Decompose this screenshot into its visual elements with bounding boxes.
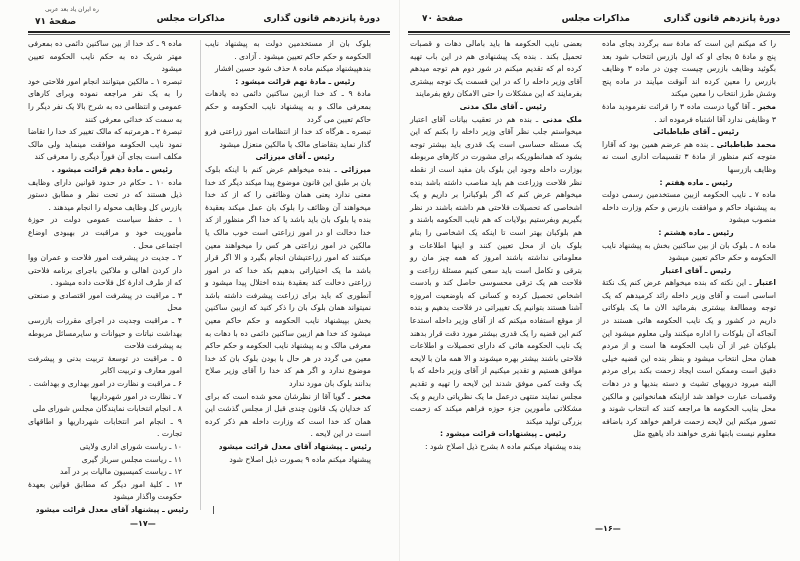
paragraph-text: رئیس ـ پیشنهاد آقای معدل قرائت میشود xyxy=(35,504,189,514)
paragraph xyxy=(205,164,385,391)
paragraph xyxy=(602,126,790,139)
paragraph xyxy=(28,252,196,290)
paragraph-text: رئیس ـ مادهٔ دهم قرائت میشود . xyxy=(51,164,173,174)
paragraph xyxy=(602,189,790,227)
header-rule xyxy=(28,31,390,33)
paragraph xyxy=(28,416,196,441)
paragraph-text: رئیس ـ مادهٔ نهم قرائت میشود : xyxy=(235,76,355,86)
header-title: مذاکرات مجلس xyxy=(156,14,225,24)
paragraph xyxy=(602,240,790,265)
paragraph-text: رئیس ـ پیشنهادات قرائت میشود : xyxy=(439,429,567,439)
paragraph xyxy=(28,177,196,215)
paragraph xyxy=(28,126,196,164)
paragraph-text: بنده پیشنهاد میکنم ماده ۸ بشرح ذیل اصلاح شود : xyxy=(425,442,581,451)
paragraph-text: بندهپیشنهاد میکنم ماده ۸ حذف شود حسین افشار xyxy=(214,64,371,74)
paragraph-text: ۱۱ ـ ریاست مجلس سرباز گیری xyxy=(81,454,182,464)
handwritten-note: ره ایران یاد بعد عربی xyxy=(45,6,99,13)
paragraph-text: تبصره ـ هرگاه کد خدا از انتظامات امور زراعتی فرو گذار نماید بتقاضای مالک یا مالکین منعزل میشود xyxy=(205,127,371,149)
paragraph xyxy=(28,504,196,517)
paragraph xyxy=(28,38,196,76)
speaker-name: محمد طباطبائی xyxy=(713,139,776,149)
paragraph-text: ـ بنده میخواهم عرض کنم با اینکه بلوک بان بر طبق این قانون موضوع پیدا میکند دیگر کد خدا معنی ندارد یعنی همان وظائفی را که از کد خدا میخواهند آن وظائف را بلوک بان عمل میکند بعقیدهٔ بنده یا بلوک بان باید باشد یا کد خدا اگر منظور از کد خدا دخالت او در امور زراعتی است خوب مالک یا مالکین در امور زراعتی هر کس را میخواهند معین میکنند که امور زراعتیشان انجام بگیرد و الا اگر قرار باشد ما یک اختیاراتی بدهیم بکد خدا که در امور زراعتی دخالت کند بعقیدهٔ بنده اختلال پیدا میشود و آنطوری که باید برای زراعت پیشرفت داشته باشد نمیتواند همان بلوک بان را ذکر کنید که ازبین ساکنین بخش بپیشنهاد نایب الحکومه و حکم حاکم معین میشود کد خدا هم ازبین ساکنین دائمی ده با دهات به معرفی مالک و به پیشنهاد نایب الحکومه و حکم حاکم معین می گردد در هر حال با بودن بلوک بان کد خدا موضوع ندارد و اگر هم کد خدا را آقای وزیر صلاح بدانند بلوک بان مورد ندارد xyxy=(205,164,371,389)
speaker-name: مخبر xyxy=(754,101,776,111)
paragraph-text: ۹ ـ انجام امر انتخابات شهرداریها و اطاقهای تجارت . xyxy=(28,416,182,439)
paragraph-text: رئیس ـ پیشنهاد آقای معدل قرائت میشود xyxy=(218,442,372,451)
paragraph-text: پیشنهاد میکنم ماده ۹ بصورت ذیل اصلاح شود xyxy=(229,454,371,464)
paragraph-text: ۶ ـ مراقبت و نظارت در امور بهداری و بهداشت . xyxy=(28,379,182,389)
paragraph xyxy=(28,454,196,467)
paragraph-text: ۷ ـ نظارت در امور شهرداریها xyxy=(90,391,182,401)
paragraph xyxy=(205,88,385,126)
paragraph-text: رئیس ـ آقای اعتبار xyxy=(660,265,732,275)
header-title: مذاکرات مجلس xyxy=(561,14,630,24)
paragraph xyxy=(410,101,596,114)
header-series: دورهٔ پانزدهم قانون گذاری xyxy=(663,14,780,24)
paragraph-text: ۱۳ ـ کلیهٔ امور دیگر که مطابق قوانین بعهدهٔ حکومت واگذار میشود xyxy=(28,479,182,502)
paragraph xyxy=(602,227,790,240)
right-page xyxy=(400,0,800,561)
paragraph xyxy=(28,164,196,177)
paragraph-text: ۸ ـ انجام انتخابات نمایندگان مجلس شورای ملی xyxy=(32,404,182,414)
speaker-name: میرزائی xyxy=(336,164,371,174)
paragraph-text: تبصرهٔ ۲ ـ هرمرتبه که مالک تغییر کد خدا را تقاضا نمود نایب الحکومه موافقت مینماید ولی مالک مکلف است بجای آن فوراً دیگری را معرفی کند xyxy=(28,127,182,162)
paragraph xyxy=(410,38,596,101)
right-page-left-column xyxy=(410,38,596,454)
paragraph-text: ۱ ـ حفظ سیاست عمومی دولت در حوزهٔ مأموریت خود و مراقبت در بهبودی اوضاع اجتماعی محل . xyxy=(28,215,182,250)
right-page-right-column xyxy=(602,38,790,441)
paragraph xyxy=(602,139,790,177)
paragraph xyxy=(28,315,196,353)
paragraph-text: ۱۲ ـ ریاست کمیسیون مالیات بر در آمد xyxy=(59,467,182,477)
paragraph-text: تبصره ۱ ـ مالکین میتوانند انجام امور فلاحتی خود را به یک نفر مراجعه نموده وبرای کارهای عمومی و انتظامی ده به شرح بالا یک نفر دیگر را به سمت کد خدائی معرفی کنند xyxy=(28,76,182,124)
header-rule-thin xyxy=(28,34,390,35)
paragraph xyxy=(28,378,196,391)
paragraph xyxy=(205,441,385,454)
paragraph xyxy=(602,177,790,190)
header-series: دورهٔ پانزدهم قانون گذاری xyxy=(263,14,380,24)
paragraph-text: بلوک بان از مستخدمین دولت به پیشنهاد نایب الحکومه و حکم حاکم تعیین میشود . آزادی . xyxy=(205,39,371,61)
paragraph-text: ۲ ـ جدیت در پیشرفت امور فلاحت و عمران ووا دار کردن اهالی و ملاکین باجرای برنامه فلاحتی که از طرف ادارهٔ کل فلاحت داده میشود . xyxy=(28,253,182,288)
left-page-left-column xyxy=(28,38,196,517)
right-page-header xyxy=(410,14,790,28)
header-rule xyxy=(408,31,790,33)
paragraph xyxy=(28,403,196,416)
paragraph xyxy=(205,391,385,441)
paragraph-text: مادهٔ ۹ ـ کد خدا ازبین ساکنین دائمی ده یادهات بمعرفی مالک و به پیشنهاد نایب الحکومه و حکم حاکم تعیین می گردد xyxy=(205,89,371,124)
left-page-header xyxy=(10,6,390,28)
paragraph xyxy=(602,101,790,126)
paragraph-text: ۳ ـ مراقبت در پیشرفت امور اقتصادی و صنعتی محل xyxy=(28,290,182,313)
paragraph xyxy=(28,466,196,479)
paragraph-text: ـ بنده هم عرضم همین بود که آقارا متوجه کنم منظور از مادهٔ ۳ تقسیمات اداری است نه وظایف بازرسها xyxy=(602,139,776,174)
paragraph-text: ۱۰ ـ ریاست شورای اداری ولایتی xyxy=(79,442,182,451)
paragraph xyxy=(205,38,385,63)
page-number: —۱۶— xyxy=(595,524,621,533)
paragraph-text: ـ بنده هم در تعقیب بیانات آقای اعتبار میخواستم جلب نظر آقای وزیر داخله را بکنم که این یک مسئله حساسی است یک قدری باید بیشتر توجه بشود که همانطوریکه برای مشورت در کارهای مربوطه بوزارت داخله وجود این بلوک بان مفید است از نقطه نظر فلاحت وزراعت هم باید مناصب داشته باشد بنده میخواهم عرض کنم که اگر بلوکبانرا بر داریم و یک اشخاصی که تحصیلات فلاحتی هم داشته باشند در نظر بگیریم وبفرستیم بولایات که هم نایب الحکومه باشند و هم بلوکبان بهتر است تا اینکه یک اشخاصی را بنام بلوک بان از محل تعیین کنند و اینها اطلاعات و معلوماتی نداشته باشند امروز که همه چیز مان رو بترقی و تکامل است باید سعی کنیم مسئلهٔ زراعت و فلاحت هم یک ترقی محسوسی حاصل کند و بادست اشخاص تحصیل کرده و کسانی که باوضعیت امروزه آشنا هستند بتوانیم یک تغییراتی در فلاحت بدهیم و بنده از موقع استفاده میکنم که از آقای وزیر داخله استدعا کنم این قضیه را یک قدری بیشتر مورد دقت قرار بدهند یک نایب الحکومه هائی که دارای تحصیلات و اطلاعات فلاحتی باشند بیشتر بهره میشوند و الا همه مان با لایحه موافق هستیم و تقدیر میکنیم از آقای وزیر داخله که با یک وقت کمی موفق شدند این لایحه را تهیه و تقدیم مجلس نمایند منتهی درعمل ما یک نظریاتی داریم و یک مشکلاتی مأمورین جزء حوزه فراهم میکند که زحمت بزرگی تولید میکند xyxy=(410,114,582,426)
paragraph-text: را که میکنم این است که مادهٔ سه برگردد بجای ماده پنج و مادهٔ ۵ بجای او که اول بازرس انتخاب شود بعد بگوئید وظایف بازرس چیست چون در ماده ۳ وظایف بازرس را معین کرده اند آنوقت میآیند در ماده پنج وشش طرز انتخاب را معین میکند xyxy=(602,39,777,99)
paragraph xyxy=(602,265,790,278)
paragraph xyxy=(28,391,196,404)
paragraph xyxy=(205,126,385,151)
paragraph xyxy=(205,151,385,164)
paragraph-text: ۴ ـ مراقبت وجدیت در اجرای مقررات بازرسی بهداشت نباتات و حیوانات و سایرمسائل مربوطه به پیشرفت فلاحت xyxy=(28,316,182,351)
paragraph-text: رئیس ـ ماده هشتم : xyxy=(658,227,734,237)
paragraph xyxy=(205,454,385,467)
paragraph-text: رئیس ـ آقای میرزائی xyxy=(255,152,335,162)
paragraph-text: ـ این نکته که بنده میخواهم عرض کنم یک نکتهٔ اساسی است و آقای وزیر داخله رائد کرمیدهم که یک توجه ومطالعهٔ بیشتری بفرمائید الان ما یک بلوکاتی داریم در کشور و یک نایب الحکومه هائی هستند در آنجاکه آن بلوکات را اداره میکنند ولی معلوم میشود این بلوکبان غیر از آن نایب الحکومه ها است و از مردم همان محل انتخاب میشود و بنظر بنده این قضیه خیلی دقیق است وممکن است ایجاد زحمت بکند برای مردم البته میرود درویهای تشیث و دسته بندیها و در دهات وقصبات عبارت خواهد شد ازاینکه همانخوانین و مالکین محل بنایب الحکومه ها مراجعه کنند که انتخاب شوند و تصور میکنم این لایحه زحمت فراهم خواهد کرد باضافه معلوم نیست بابتها نفری خواهند داد یاهیچ مثل xyxy=(602,278,776,439)
paragraph-text: ـ آقا گویا درست ماده ۳ را قرائت نفرمودید مادهٔ ۳ وظایفی ندارد آقا اشتباه فرموده اند . xyxy=(602,101,776,124)
header-page-label: صفحهٔ ۷۱ xyxy=(35,17,77,27)
paragraph xyxy=(205,63,385,76)
speaker-name: ملک مدنی xyxy=(538,114,582,124)
paragraph-text: ماده ۸ ـ بلوک بان از بین ساکنین بخش به پیشنهاد نایب الحکومه و حکم حاکم تعیین میشود xyxy=(602,240,776,263)
margin-mark xyxy=(213,506,214,514)
paragraph xyxy=(28,76,196,126)
paragraph-text: ماده ۱۰ ـ حکام در حدود قوانین دارای وظایف ذیل هستند که در تحت نظر و مطابق دستور بازرس کل وظایف محوله را انجام میدهند . xyxy=(28,177,182,212)
paragraph xyxy=(410,428,596,441)
paragraph xyxy=(205,76,385,89)
speaker-name: اعتبار xyxy=(751,278,776,288)
paragraph xyxy=(28,479,196,504)
paragraph xyxy=(28,353,196,378)
paragraph xyxy=(28,214,196,252)
paragraph xyxy=(602,38,790,101)
speaker-name: مخبر xyxy=(349,391,371,401)
header-rule-thin xyxy=(408,34,790,35)
paragraph-text: ماده ۷ ـ نایب الحکومه ازبین مستخدمین رسمی دولت به پیشنهاد حاکم و موافقت بازرس و حکم وزارت داخله منصوب میشود xyxy=(602,190,776,225)
paragraph-text: بعضی نایب الحکومه ها باید بامالی دهات و قصبات تحمیل بکند . بنده یک پیشنهادی هم در این باب تهیه کرده ام که تقدیم میکنم در شور دوم هم توجه میدهم آقای وزیر داخله را که در این قسمت یک توجه بیشتری بفرمایند که این مشکلات را حتی الامکان رفع بفرمایند xyxy=(410,39,582,99)
paragraph xyxy=(28,441,196,454)
page-number: —۱۷— xyxy=(130,519,156,528)
paragraph-text: رئیس ـ آقای طباطبائی xyxy=(653,127,739,137)
paragraph xyxy=(28,290,196,315)
paragraph-text: رئیس ـ ماده هفتم : xyxy=(659,177,733,187)
paragraph-text: ـ گویا آقا از نظرشان محو شده است که برای کد خدایان یک قانون چندی قبل از مجلس گذشت این همان کد خدا است که وزارت داخله هم ذکر کرده است در این لایحه . xyxy=(205,391,371,439)
header-page-label: صفحهٔ ۷۰ xyxy=(422,14,464,24)
paragraph-text: ماده ۹ ـ کد خدا از بین ساکنین دائمی ده بمعرفی مهتر شریک ده به حکم نایب الحکومه تعیین میشود xyxy=(28,39,182,74)
paragraph xyxy=(410,114,596,429)
paragraph-text: رئیس ـ آقای ملک مدنی xyxy=(459,101,547,111)
left-page-right-column xyxy=(205,38,385,466)
paragraph xyxy=(602,277,790,441)
paragraph-text: ۵ ـ مراقبت در توسعهٔ تربیت بدنی و پیشرفت امور معارف و تربیت اکابر xyxy=(28,353,182,376)
paragraph xyxy=(410,441,596,454)
column-divider xyxy=(200,40,201,510)
